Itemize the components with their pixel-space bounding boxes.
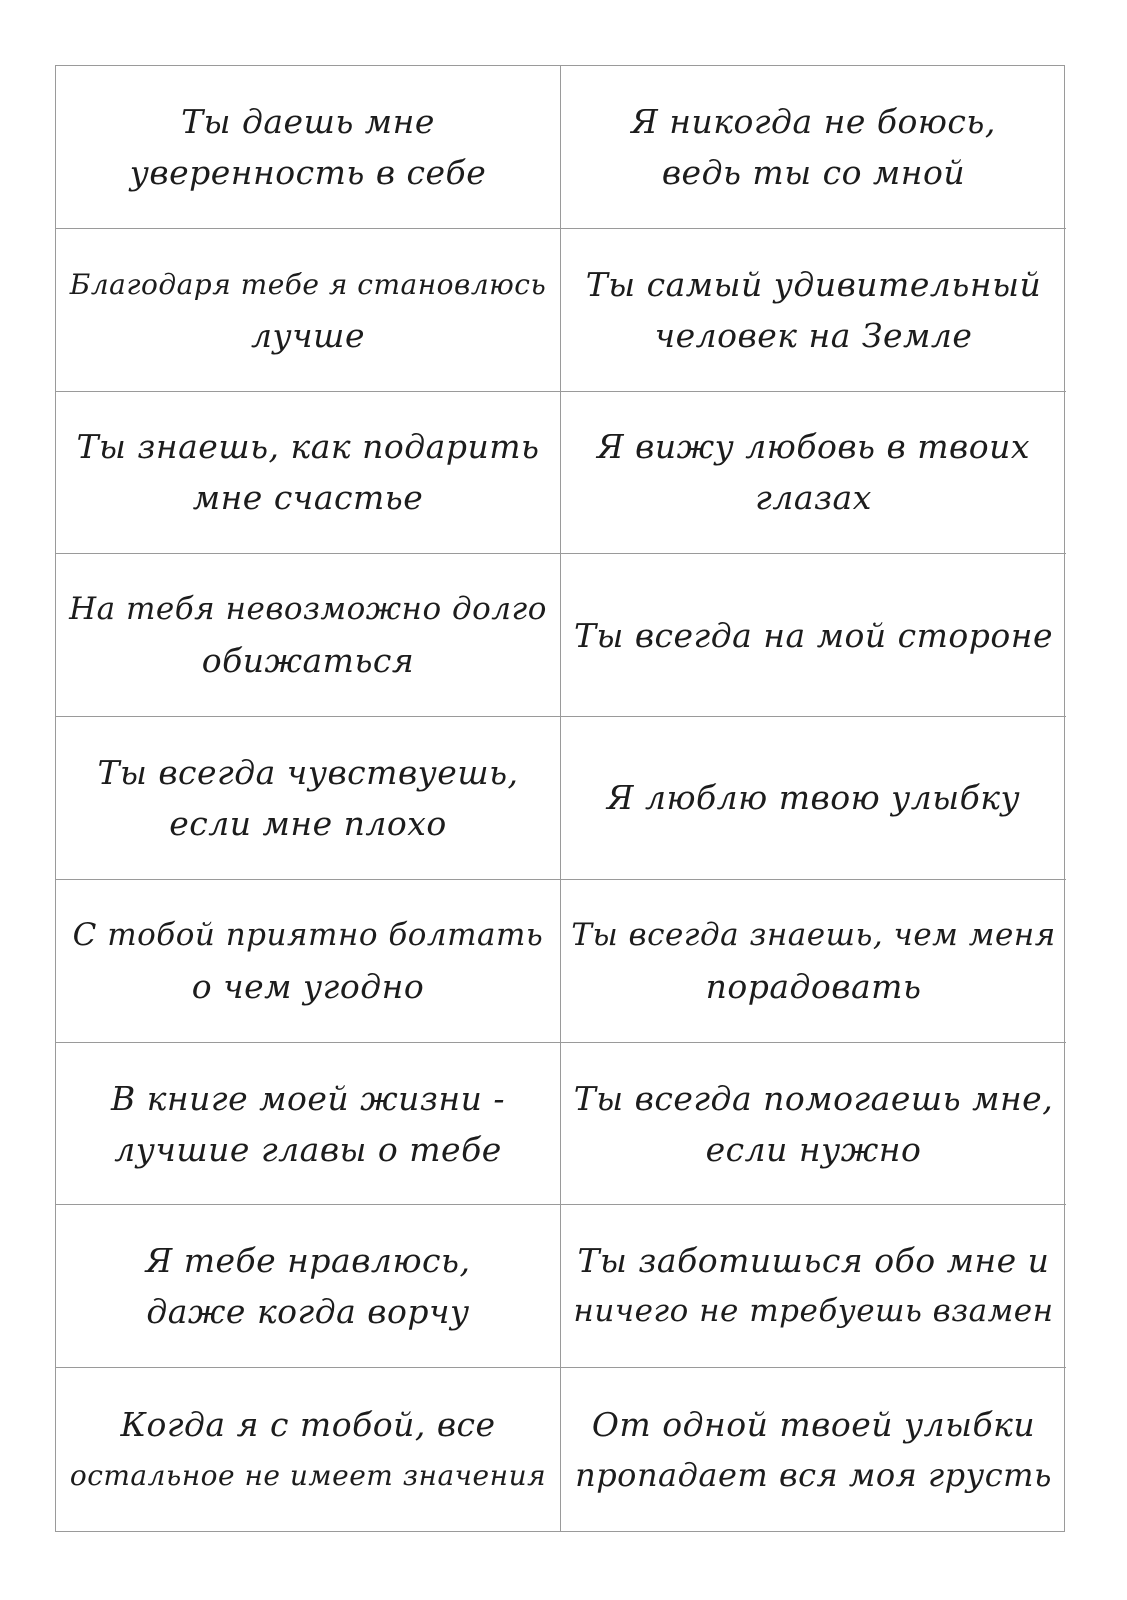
card-line: Ты всегда на мой стороне — [573, 615, 1054, 655]
card — [56, 554, 561, 717]
card-line: Я люблю твою улыбку — [606, 778, 1021, 818]
card-line: С тобой приятно болтать — [72, 916, 544, 953]
card — [56, 1043, 561, 1206]
card — [561, 1043, 1066, 1206]
card-line: остальное не имеет значения — [69, 1458, 547, 1492]
card — [56, 392, 561, 555]
card-line: Ты самый удивительный — [585, 264, 1042, 304]
card — [561, 1368, 1066, 1531]
card — [56, 1368, 561, 1531]
card-line: если мне плохо — [169, 803, 447, 843]
card-line: Ты всегда помогаешь мне, — [573, 1078, 1054, 1118]
card-line: глазах — [755, 478, 872, 518]
card — [56, 717, 561, 880]
card-line: о чем угодно — [191, 966, 425, 1006]
card-line: На тебя невозможно долго — [69, 591, 547, 628]
card — [56, 229, 561, 392]
card — [56, 66, 561, 229]
card-line: даже когда ворчу — [146, 1292, 470, 1332]
card-line: Я никогда не боюсь, — [631, 101, 996, 141]
card-line: лучше — [251, 315, 365, 355]
card-line: Ты знаешь, как подарить — [76, 427, 540, 467]
card-line: уверенность в себе — [129, 152, 487, 192]
card-line: порадовать — [705, 966, 922, 1006]
card-line: ничего не требуешь взамен — [573, 1293, 1054, 1330]
card — [56, 1205, 561, 1368]
card-line: Ты всегда знаешь, чем меня — [571, 916, 1056, 953]
card — [56, 880, 561, 1043]
card-line: Я тебе нравлюсь, — [145, 1241, 471, 1281]
card — [561, 392, 1066, 555]
cards-sheet — [55, 65, 1065, 1532]
card-line: мне счастье — [192, 478, 424, 518]
card-line: Ты заботишься обо мне и — [577, 1241, 1050, 1281]
card-line: ведь ты со мной — [661, 152, 966, 192]
card-line: Я вижу любовь в твоих — [597, 427, 1030, 467]
card — [561, 554, 1066, 717]
card-line: Ты всегда чувствуешь, — [97, 752, 519, 792]
card-line: обижаться — [201, 641, 415, 681]
card-line: Благодаря тебе я становлюсь — [69, 267, 547, 301]
card — [561, 66, 1066, 229]
card-line: человек на Земле — [654, 315, 973, 355]
card-line: В книге моей жизни - — [110, 1078, 506, 1118]
card-line: Ты даешь мне — [181, 101, 435, 141]
card — [561, 229, 1066, 392]
card-line: лучшие главы о тебе — [114, 1129, 502, 1169]
card-line: Когда я с тобой, все — [120, 1404, 496, 1444]
card-line: От одной твоей улыбки — [591, 1404, 1036, 1444]
card — [561, 1205, 1066, 1368]
card-line: пропадает вся моя грусть — [575, 1455, 1052, 1494]
card-line: если нужно — [705, 1129, 922, 1169]
card — [561, 717, 1066, 880]
card — [561, 880, 1066, 1043]
